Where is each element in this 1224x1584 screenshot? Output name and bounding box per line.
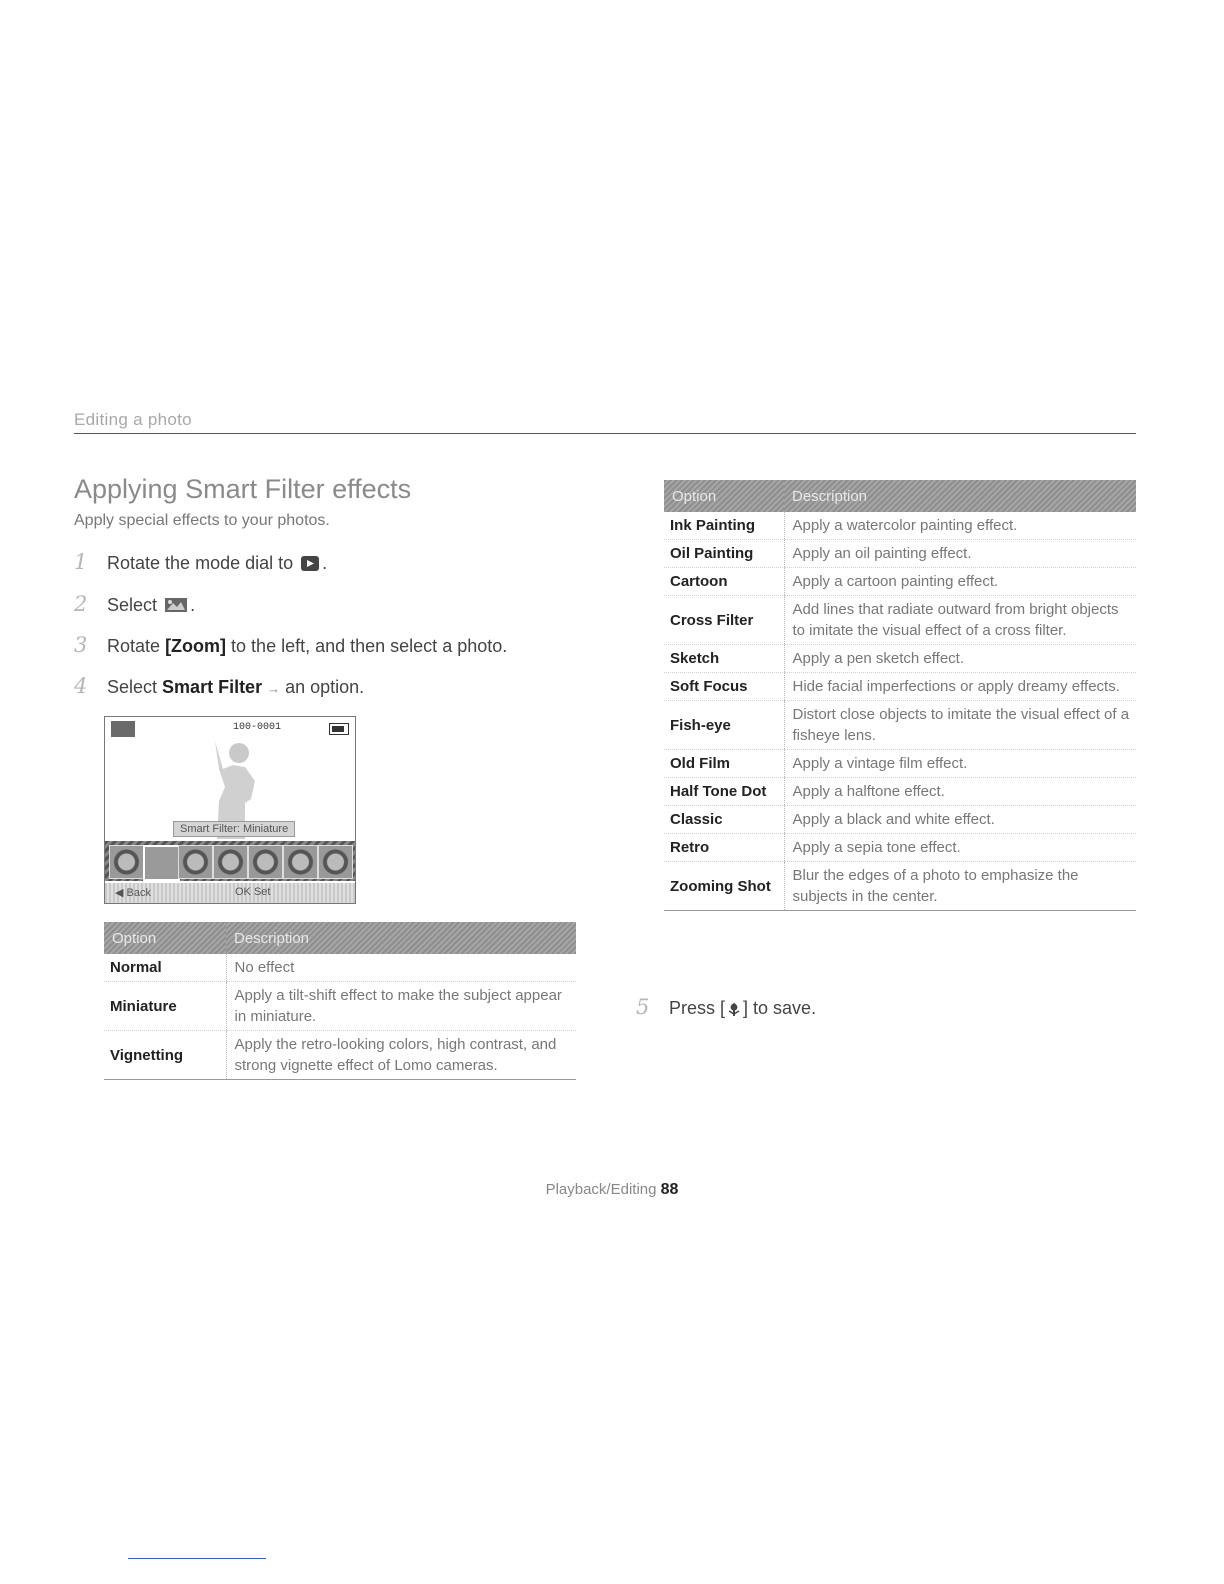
option-description: Apply a cartoon painting effect. xyxy=(784,568,1136,596)
macro-ok-icon xyxy=(727,1001,741,1022)
option-description: Add lines that radiate outward from bright objects to imitate the visual effect of a cross filter. xyxy=(784,596,1136,645)
table-row xyxy=(104,1031,576,1080)
table-row xyxy=(664,673,1136,701)
step-number: 5 xyxy=(636,995,650,1019)
column-header: Option xyxy=(664,480,784,512)
option-description: Hide facial imperfections or apply dreamy effects. xyxy=(784,673,1136,701)
option-name: Ink Painting xyxy=(664,512,784,540)
column-header: Option xyxy=(104,922,226,954)
footer-section: Playback/Editing xyxy=(545,1181,657,1198)
table-row xyxy=(664,806,1136,834)
filter-label: Smart Filter: Miniature xyxy=(173,821,295,837)
smart-filter-mode-icon xyxy=(111,721,135,737)
option-description: Apply a watercolor painting effect. xyxy=(784,512,1136,540)
filter-thumbnail[interactable] xyxy=(213,845,248,879)
table-row xyxy=(664,778,1136,806)
option-name: Oil Painting xyxy=(664,540,784,568)
page-footer xyxy=(0,1181,1224,1199)
option-description: Apply a black and white effect. xyxy=(784,806,1136,834)
option-description: No effect xyxy=(226,954,576,982)
smart-filter-label: Smart Filter xyxy=(162,677,263,697)
filter-thumbnail[interactable] xyxy=(248,845,283,879)
back-label: Back xyxy=(126,887,151,899)
table-row xyxy=(664,568,1136,596)
table-row xyxy=(104,954,576,982)
back-button[interactable]: ◀ Back xyxy=(115,887,151,899)
step-number: 3 xyxy=(74,633,88,657)
step-text: Rotate xyxy=(107,636,166,656)
table-row xyxy=(104,982,576,1031)
option-description: Apply an oil painting effect. xyxy=(784,540,1136,568)
table-header xyxy=(664,480,1136,512)
option-description: Apply a sepia tone effect. xyxy=(784,834,1136,862)
section-label: Editing a photo xyxy=(74,410,192,429)
header-rule xyxy=(74,433,1136,434)
filter-thumbnail[interactable] xyxy=(318,845,353,879)
file-number: 100-0001 xyxy=(233,722,282,733)
option-name: Normal xyxy=(104,954,226,982)
filter-thumbnail[interactable] xyxy=(283,845,318,879)
option-description: Apply the retro-looking colors, high contrast, and strong vignette effect of Lomo cameras. xyxy=(226,1031,576,1080)
column-header: Description xyxy=(226,922,576,954)
column-header: Description xyxy=(784,480,1136,512)
bottom-link-line xyxy=(128,1558,266,1559)
option-name: Cross Filter xyxy=(664,596,784,645)
step-4 xyxy=(74,674,364,698)
step-text-end: . xyxy=(322,553,328,573)
option-name: Half Tone Dot xyxy=(664,778,784,806)
set-label: Set xyxy=(253,886,271,898)
step-text-end: an option. xyxy=(285,677,365,697)
option-description: Apply a halftone effect. xyxy=(784,778,1136,806)
step-number: 4 xyxy=(74,674,88,698)
option-name: Cartoon xyxy=(664,568,784,596)
option-name: Classic xyxy=(664,806,784,834)
filter-thumbnail-selected[interactable] xyxy=(143,845,180,881)
option-name: Fish-eye xyxy=(664,701,784,750)
options-table-right xyxy=(664,480,1136,911)
screen-bottom-bar xyxy=(105,883,355,903)
table-row xyxy=(664,862,1136,911)
zoom-label: [Zoom] xyxy=(165,636,227,656)
step-text: Select xyxy=(107,595,158,615)
option-name: Old Film xyxy=(664,750,784,778)
table-header xyxy=(104,922,576,954)
option-name: Soft Focus xyxy=(664,673,784,701)
option-name: Sketch xyxy=(664,645,784,673)
step-text-end: to the left, and then select a photo. xyxy=(226,636,508,656)
option-description: Apply a pen sketch effect. xyxy=(784,645,1136,673)
option-description: Distort close objects to imitate the visual effect of a fisheye lens. xyxy=(784,701,1136,750)
set-button[interactable]: OK Set xyxy=(235,886,271,898)
table-row xyxy=(664,834,1136,862)
page-subtitle: Apply special effects to your photos. xyxy=(74,512,330,529)
filter-thumbnail[interactable] xyxy=(178,845,213,879)
smart-filter-icon xyxy=(164,596,188,619)
camera-screen xyxy=(104,716,356,904)
filter-thumbnail[interactable] xyxy=(109,845,144,879)
page-number: 88 xyxy=(660,1181,679,1198)
step-5 xyxy=(636,995,816,1022)
step-text-end: ] to save. xyxy=(743,998,817,1018)
option-description: Blur the edges of a photo to emphasize the subjects in the center. xyxy=(784,862,1136,911)
playback-mode-icon xyxy=(300,554,320,577)
battery-icon xyxy=(329,723,349,735)
step-text: Press [ xyxy=(669,998,726,1018)
step-number: 1 xyxy=(74,550,88,574)
option-name: Retro xyxy=(664,834,784,862)
options-table-left xyxy=(104,922,576,1080)
step-1 xyxy=(74,550,327,577)
step-number: 2 xyxy=(74,592,88,616)
option-name: Zooming Shot xyxy=(664,862,784,911)
table-row xyxy=(664,596,1136,645)
table-row xyxy=(664,512,1136,540)
step-2 xyxy=(74,592,195,619)
arrow-icon: → xyxy=(267,681,281,696)
option-description: Apply a vintage film effect. xyxy=(784,750,1136,778)
table-row xyxy=(664,750,1136,778)
table-row xyxy=(664,540,1136,568)
table-row xyxy=(664,645,1136,673)
step-text: Rotate the mode dial to xyxy=(107,553,294,573)
step-3 xyxy=(74,633,507,657)
step-text-end: . xyxy=(190,595,196,615)
table-row xyxy=(664,701,1136,750)
option-name: Miniature xyxy=(104,982,226,1031)
option-description: Apply a tilt-shift effect to make the subject appear in miniature. xyxy=(226,982,576,1031)
step-text: Select xyxy=(107,677,163,697)
option-name: Vignetting xyxy=(104,1031,226,1080)
page-title: Applying Smart Filter effects xyxy=(74,474,412,504)
